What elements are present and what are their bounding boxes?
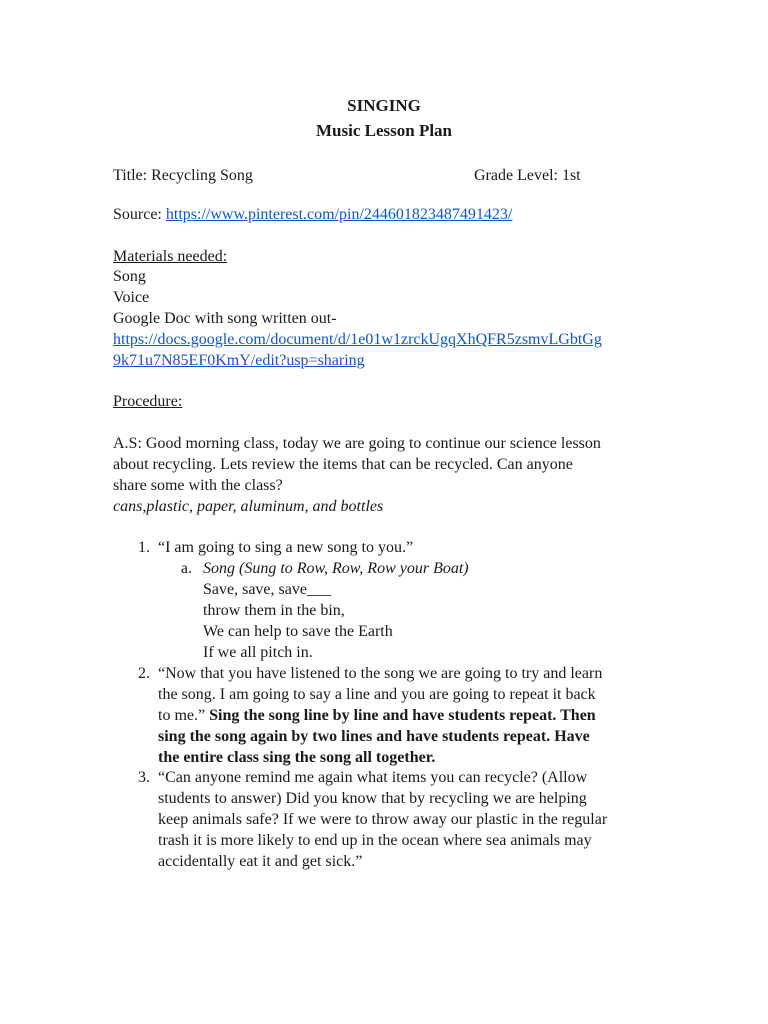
step-text: trash it is more likely to end up in the ocean where sea animals may	[158, 832, 592, 849]
intro-line: A.S: Good morning class, today we are going to continue our science lesson	[113, 435, 601, 452]
source-line	[113, 204, 512, 225]
step-text: “Now that you have listened to the song we are going to try and learn	[158, 665, 603, 682]
procedure-heading: Procedure:	[113, 393, 183, 410]
lesson-title: Title: Recycling Song	[113, 167, 253, 184]
heading-lesson-plan: Music Lesson Plan	[315, 121, 453, 140]
song-line: If we all pitch in.	[203, 644, 313, 661]
intro-line: share some with the class?	[113, 477, 283, 494]
grade-level: Grade Level: 1st	[474, 167, 581, 184]
step-text: to me.”	[158, 707, 210, 724]
song-line: Save, save, save___	[203, 581, 331, 598]
song-title: Song (Sung to Row, Row, Row your Boat)	[203, 560, 469, 577]
song-line: We can help to save the Earth	[203, 623, 393, 640]
step-number: 2.	[138, 665, 150, 682]
student-answer: cans,plastic, paper, aluminum, and bottles	[113, 498, 384, 515]
heading-singing: SINGING	[347, 96, 421, 115]
step-text-mixed	[158, 705, 596, 726]
substep-label: a.	[180, 560, 192, 577]
step-text: keep animals safe? If we were to throw away our plastic in the regular	[158, 811, 608, 828]
step-text: “Can anyone remind me again what items you can recycle? (Allow	[158, 769, 588, 786]
step-number: 3.	[138, 769, 150, 786]
step-text: accidentally eat it and get sick.”	[158, 853, 363, 870]
step-instruction: sing the song again by two lines and have students repeat. Have	[158, 728, 590, 745]
song-line: throw them in the bin,	[203, 602, 345, 619]
step-text: the song. I am going to say a line and you are going to repeat it back	[158, 686, 596, 703]
material-item: Voice	[113, 289, 150, 306]
source-link[interactable]: https://www.pinterest.com/pin/244601823487491423/	[165, 206, 513, 223]
materials-heading: Materials needed:	[113, 248, 228, 265]
doc-link-line1[interactable]: https://docs.google.com/document/d/1e01w1zrckUgqXhQFR5zsmvLGbtGg	[113, 331, 602, 348]
step-instruction: the entire class sing the song all together.	[158, 749, 436, 766]
doc-link-line2[interactable]: 9k71u7N85EF0KmY/edit?usp=sharing	[113, 352, 365, 369]
step-text: “I am going to sing a new song to you.”	[158, 539, 414, 556]
source-label: Source:	[113, 206, 166, 223]
step-instruction: Sing the song line by line and have students repeat. Then	[209, 707, 596, 724]
step-text: students to answer) Did you know that by recycling we are helping	[158, 790, 587, 807]
material-item: Song	[113, 268, 146, 285]
material-item: Google Doc with song written out-	[113, 310, 337, 327]
step-number: 1.	[138, 539, 150, 556]
intro-line: about recycling. Lets review the items that can be recycled. Can anyone	[113, 456, 573, 473]
